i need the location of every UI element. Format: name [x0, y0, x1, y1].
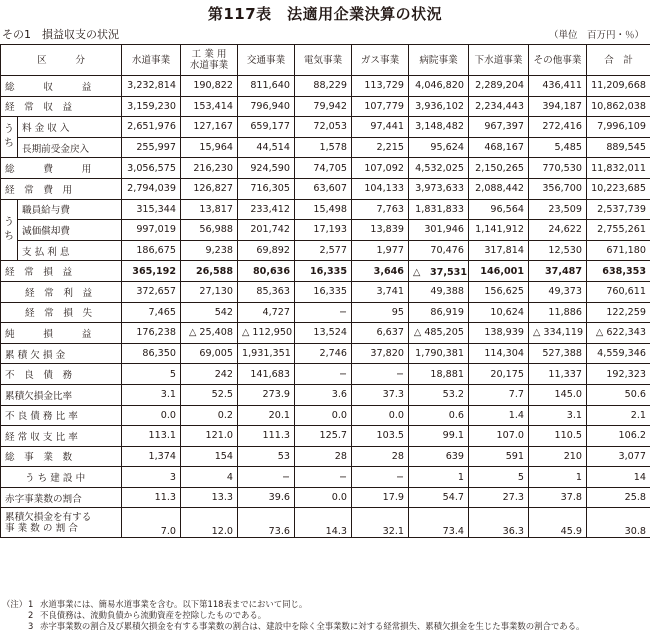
- table-cell: 141,683: [238, 364, 295, 385]
- header-other: その他事業: [529, 45, 587, 76]
- table-cell: 210: [529, 446, 587, 467]
- table-cell: 233,412: [238, 199, 295, 220]
- table-cell: 72,053: [295, 117, 352, 138]
- table-cell: 88,229: [295, 76, 352, 97]
- table-cell: 111.3: [238, 426, 295, 447]
- table-cell: 3,936,102: [409, 96, 469, 117]
- table-cell: 3,646: [352, 261, 409, 282]
- table-cell: 2,746: [295, 343, 352, 364]
- table-cell: 122,259: [587, 302, 650, 323]
- table-cell: 2,651,976: [122, 117, 181, 138]
- header-gas: ガス事業: [352, 45, 409, 76]
- header-sewer: 下水道事業: [469, 45, 529, 76]
- table-cell: 659,177: [238, 117, 295, 138]
- table-cell: 10,862,038: [587, 96, 650, 117]
- table-cell: 113.1: [122, 426, 181, 447]
- table-cell: 146,001: [469, 261, 529, 282]
- table-cell: 7.0: [122, 508, 181, 538]
- table-cell: 13,524: [295, 323, 352, 344]
- table-cell: −: [295, 364, 352, 385]
- table-row: [1, 343, 650, 364]
- row-label: 不 良 債 務: [1, 364, 122, 385]
- table-cell: 73.4: [409, 508, 469, 538]
- table-cell: 27.3: [469, 487, 529, 508]
- table-cell: 216,230: [181, 158, 238, 179]
- table-cell: 2,215: [352, 137, 409, 158]
- table-cell: 176,238: [122, 323, 181, 344]
- table-cell: 45.9: [529, 508, 587, 538]
- table-cell: 889,545: [587, 137, 650, 158]
- table-row: [1, 261, 650, 282]
- row-label: 支 払 利 息: [18, 240, 122, 261]
- table-cell: 26,588: [181, 261, 238, 282]
- table-cell: 186,675: [122, 240, 181, 261]
- table-cell: 0.0: [295, 405, 352, 426]
- table-cell: 1,578: [295, 137, 352, 158]
- table-cell: △ 25,408: [181, 323, 238, 344]
- table-cell: 107,092: [352, 158, 409, 179]
- table-cell: 2,537,739: [587, 199, 650, 220]
- table-cell: 3,056,575: [122, 158, 181, 179]
- row-label: 総 費 用: [1, 158, 122, 179]
- table-cell: 3,232,814: [122, 76, 181, 97]
- table-cell: 190,822: [181, 76, 238, 97]
- header-row: [1, 45, 650, 76]
- table-cell: 63,607: [295, 178, 352, 199]
- row-label: 累 積 欠 損 金: [1, 343, 122, 364]
- table-row: [1, 240, 650, 261]
- table-cell: 37.3: [352, 384, 409, 405]
- table-cell: 4: [181, 467, 238, 488]
- table-cell: 7,763: [352, 199, 409, 220]
- table-cell: 28: [352, 446, 409, 467]
- header-total: 合 計: [587, 45, 650, 76]
- uchi-label: う ち: [1, 199, 18, 261]
- table-cell: 1: [409, 467, 469, 488]
- table-cell: −: [352, 467, 409, 488]
- footnotes: [2, 599, 584, 633]
- table-cell: 0.0: [295, 487, 352, 508]
- table-cell: 2.1: [587, 405, 650, 426]
- unit-label: （単位 百万円・％）: [548, 30, 644, 41]
- table-cell: 3.1: [122, 384, 181, 405]
- row-label: 経 常 損 失: [1, 302, 122, 323]
- table-cell: 2,234,443: [469, 96, 529, 117]
- table-cell: 1,141,912: [469, 220, 529, 241]
- table-cell: 44,514: [238, 137, 295, 158]
- table-cell: 6,637: [352, 323, 409, 344]
- table-cell: 14.3: [295, 508, 352, 538]
- footnote-number: 1: [28, 599, 34, 609]
- table-cell: 156,625: [469, 281, 529, 302]
- table-cell: 542: [181, 302, 238, 323]
- table-cell: 1.4: [469, 405, 529, 426]
- table-cell: 154: [181, 446, 238, 467]
- table-cell: 11,337: [529, 364, 587, 385]
- table-cell: 20,175: [469, 364, 529, 385]
- table-cell: 52.5: [181, 384, 238, 405]
- table-cell: 114,304: [469, 343, 529, 364]
- row-label: 経 常 利 益: [1, 281, 122, 302]
- table-cell: 468,167: [469, 137, 529, 158]
- table-cell: 107.0: [469, 426, 529, 447]
- table-row: [1, 426, 650, 447]
- table-cell: 356,700: [529, 178, 587, 199]
- row-label: 不 良 債 務 比 率: [1, 405, 122, 426]
- table-cell: 37,820: [352, 343, 409, 364]
- table-cell: 1,977: [352, 240, 409, 261]
- table-cell: △ 334,119: [529, 323, 587, 344]
- table-cell: 86,350: [122, 343, 181, 364]
- table-cell: △ 112,950: [238, 323, 295, 344]
- table-cell: 17.9: [352, 487, 409, 508]
- table-cell: 16,335: [295, 261, 352, 282]
- table-cell: 273.9: [238, 384, 295, 405]
- table-row: [1, 76, 650, 97]
- table-cell: 145.0: [529, 384, 587, 405]
- table-cell: 0.0: [122, 405, 181, 426]
- table-cell: 436,411: [529, 76, 587, 97]
- table-cell: 0.6: [409, 405, 469, 426]
- table-cell: 0.2: [181, 405, 238, 426]
- table-cell: 14: [587, 467, 650, 488]
- row-label: 職員給与費: [18, 199, 122, 220]
- table-cell: 967,397: [469, 117, 529, 138]
- footnote-number: 3: [28, 621, 34, 632]
- table-title: 第117表 法適用企業決算の状況: [207, 5, 443, 23]
- row-label: 累積欠損金比率: [1, 384, 122, 405]
- table-cell: 39.6: [238, 487, 295, 508]
- table-cell: 4,532,025: [409, 158, 469, 179]
- table-cell: −: [352, 364, 409, 385]
- footnote-key: （注）: [2, 599, 28, 609]
- table-cell: 3,077: [587, 446, 650, 467]
- table-cell: 3,973,633: [409, 178, 469, 199]
- row-label: 経 常 収 益: [1, 96, 122, 117]
- table-cell: 121.0: [181, 426, 238, 447]
- row-label: う ち 建 設 中: [1, 467, 122, 488]
- table-cell: 10,223,685: [587, 178, 650, 199]
- row-label: 経 常 費 用: [1, 178, 122, 199]
- table-cell: 372,657: [122, 281, 181, 302]
- table-cell: 770,530: [529, 158, 587, 179]
- table-cell: 13,817: [181, 199, 238, 220]
- table-cell: 4,559,346: [587, 343, 650, 364]
- row-label: 長期前受金戻入: [18, 137, 122, 158]
- table-cell: 760,611: [587, 281, 650, 302]
- table-cell: 255,997: [122, 137, 181, 158]
- table-cell: 5,485: [529, 137, 587, 158]
- table-cell: 1: [529, 467, 587, 488]
- table-cell: 80,636: [238, 261, 295, 282]
- table-cell: 192,323: [587, 364, 650, 385]
- table-cell: 20.1: [238, 405, 295, 426]
- table-cell: 4,727: [238, 302, 295, 323]
- header-water: 水道事業: [122, 45, 181, 76]
- table-cell: 997,019: [122, 220, 181, 241]
- table-cell: 527,388: [529, 343, 587, 364]
- table-cell: 301,946: [409, 220, 469, 241]
- table-cell: 95: [352, 302, 409, 323]
- table-cell: 73.6: [238, 508, 295, 538]
- table-row: [1, 364, 650, 385]
- table-cell: 25.8: [587, 487, 650, 508]
- table-cell: 671,180: [587, 240, 650, 261]
- table-cell: 796,940: [238, 96, 295, 117]
- table-cell: 11,209,668: [587, 76, 650, 97]
- table-cell: 3,159,230: [122, 96, 181, 117]
- table-cell: 7,996,109: [587, 117, 650, 138]
- table-row: [1, 384, 650, 405]
- table-cell: −: [295, 467, 352, 488]
- table-cell: 12,530: [529, 240, 587, 261]
- table-cell: 11,832,011: [587, 158, 650, 179]
- table-cell: 13,839: [352, 220, 409, 241]
- table-cell: 201,742: [238, 220, 295, 241]
- table-cell: 639: [409, 446, 469, 467]
- table-cell: 32.1: [352, 508, 409, 538]
- table-cell: 2,289,204: [469, 76, 529, 97]
- table-cell: 317,814: [469, 240, 529, 261]
- table-row: [1, 508, 650, 538]
- table-cell: 95,624: [409, 137, 469, 158]
- footnote-text: 水道事業には、簡易水道事業を含む。以下第118表までにおいて同じ。: [40, 599, 308, 609]
- table-cell: 5: [122, 364, 181, 385]
- table-row: [1, 158, 650, 179]
- table-row: [1, 178, 650, 199]
- table-subtitle: その1 損益収支の状況: [2, 28, 119, 41]
- table-cell: 74,705: [295, 158, 352, 179]
- table-cell: 315,344: [122, 199, 181, 220]
- table-cell: 106.2: [587, 426, 650, 447]
- table-cell: 13.3: [181, 487, 238, 508]
- table-cell: 28: [295, 446, 352, 467]
- table-cell: 18,881: [409, 364, 469, 385]
- table-cell: 99.1: [409, 426, 469, 447]
- table-cell: 1,790,381: [409, 343, 469, 364]
- table-cell: 153,414: [181, 96, 238, 117]
- row-label: 料 金 収 入: [18, 117, 122, 138]
- table-cell: 5: [469, 467, 529, 488]
- table-cell: △ 37,531: [409, 261, 469, 282]
- table-cell: 16,335: [295, 281, 352, 302]
- uchi-label: う ち: [1, 117, 18, 158]
- table-cell: 1,931,351: [238, 343, 295, 364]
- table-row: [1, 220, 650, 241]
- table-cell: 53: [238, 446, 295, 467]
- table-cell: 49,373: [529, 281, 587, 302]
- table-cell: 9,238: [181, 240, 238, 261]
- table-cell: 37,487: [529, 261, 587, 282]
- settlement-table: [0, 44, 650, 538]
- table-row: [1, 281, 650, 302]
- row-label: 赤字事業数の割合: [1, 487, 122, 508]
- table-cell: 15,964: [181, 137, 238, 158]
- table-cell: 53.2: [409, 384, 469, 405]
- row-label: 減価償却費: [18, 220, 122, 241]
- row-label: 総 事 業 数: [1, 446, 122, 467]
- table-cell: 96,564: [469, 199, 529, 220]
- table-cell: 15,498: [295, 199, 352, 220]
- table-cell: 3,148,482: [409, 117, 469, 138]
- table-cell: 11,886: [529, 302, 587, 323]
- table-row: [1, 96, 650, 117]
- table-cell: 138,939: [469, 323, 529, 344]
- table-cell: 638,353: [587, 261, 650, 282]
- table-cell: 7,465: [122, 302, 181, 323]
- table-cell: 110.5: [529, 426, 587, 447]
- table-cell: 272,416: [529, 117, 587, 138]
- footnote-text: 赤字事業数の割合及び累積欠損金を有する事業数の割合は、建設中を除く全事業数に対する経常損失、累積欠損金を生じた事業数の割合である。: [40, 621, 585, 632]
- row-label: 総 収 益: [1, 76, 122, 97]
- table-cell: 591: [469, 446, 529, 467]
- table-row: [1, 323, 650, 344]
- table-cell: 30.8: [587, 508, 650, 538]
- table-row: [1, 467, 650, 488]
- table-cell: 1,831,833: [409, 199, 469, 220]
- table-cell: 10,624: [469, 302, 529, 323]
- table-cell: 50.6: [587, 384, 650, 405]
- table-row: [1, 487, 650, 508]
- table-cell: 23,509: [529, 199, 587, 220]
- header-industrial-water: [181, 45, 238, 76]
- table-cell: 242: [181, 364, 238, 385]
- table-cell: 86,919: [409, 302, 469, 323]
- table-cell: 104,133: [352, 178, 409, 199]
- table-cell: 85,363: [238, 281, 295, 302]
- table-cell: △ 622,343: [587, 323, 650, 344]
- table-cell: 0.0: [352, 405, 409, 426]
- table-cell: 79,942: [295, 96, 352, 117]
- footnote: [2, 599, 584, 610]
- header-hospital: 病院事業: [409, 45, 469, 76]
- table-cell: 69,892: [238, 240, 295, 261]
- table-cell: 2,755,261: [587, 220, 650, 241]
- table-cell: 56,988: [181, 220, 238, 241]
- table-row: [1, 302, 650, 323]
- table-cell: 3.1: [529, 405, 587, 426]
- table-cell: 394,187: [529, 96, 587, 117]
- table-cell: 4,046,820: [409, 76, 469, 97]
- row-label: 純 損 益: [1, 323, 122, 344]
- table-cell: 127,167: [181, 117, 238, 138]
- table-row: [1, 117, 650, 138]
- table-cell: 125.7: [295, 426, 352, 447]
- table-cell: 126,827: [181, 178, 238, 199]
- row-label: 経 常 収 支 比 率: [1, 426, 122, 447]
- table-cell: △ 485,205: [409, 323, 469, 344]
- table-cell: 12.0: [181, 508, 238, 538]
- table-cell: 17,193: [295, 220, 352, 241]
- table-cell: 107,779: [352, 96, 409, 117]
- header-kubun: 区 分: [1, 45, 122, 76]
- table-cell: −: [295, 302, 352, 323]
- header-electric: 電気事業: [295, 45, 352, 76]
- footnote-text: 不良債務は、流動負債から流動資産を控除したものである。: [40, 610, 267, 621]
- table-cell: 3: [122, 467, 181, 488]
- table-cell: 3,741: [352, 281, 409, 302]
- table-cell: 24,622: [529, 220, 587, 241]
- table-cell: 716,305: [238, 178, 295, 199]
- table-cell: 2,088,442: [469, 178, 529, 199]
- table-cell: 27,130: [181, 281, 238, 302]
- table-cell: 811,640: [238, 76, 295, 97]
- table-cell: 37.8: [529, 487, 587, 508]
- table-cell: 3.6: [295, 384, 352, 405]
- table-cell: 70,476: [409, 240, 469, 261]
- table-row: [1, 199, 650, 220]
- table-row: [1, 405, 650, 426]
- table-cell: −: [238, 467, 295, 488]
- footnote: [2, 621, 584, 632]
- header-industrial-water-line2: 水道事業: [189, 60, 229, 71]
- table-row: [1, 137, 650, 158]
- table-cell: 7.7: [469, 384, 529, 405]
- table-cell: 365,192: [122, 261, 181, 282]
- table-cell: 2,150,265: [469, 158, 529, 179]
- table-cell: 2,577: [295, 240, 352, 261]
- table-cell: 97,441: [352, 117, 409, 138]
- footnote: [2, 610, 584, 621]
- table-cell: 113,729: [352, 76, 409, 97]
- table-cell: 11.3: [122, 487, 181, 508]
- table-cell: 2,794,039: [122, 178, 181, 199]
- table-cell: 1,374: [122, 446, 181, 467]
- row-label: 累積欠損金を有する 事 業 数 の 割 合: [1, 508, 122, 538]
- table-cell: 54.7: [409, 487, 469, 508]
- header-transport: 交通事業: [238, 45, 295, 76]
- table-cell: 103.5: [352, 426, 409, 447]
- table-cell: 36.3: [469, 508, 529, 538]
- footnote-number: 2: [28, 610, 34, 621]
- table-row: [1, 446, 650, 467]
- table-cell: 924,590: [238, 158, 295, 179]
- row-label: 経 常 損 益: [1, 261, 122, 282]
- header-industrial-water-line1: 工 業 用: [191, 49, 227, 60]
- table-cell: 69,005: [181, 343, 238, 364]
- table-cell: 49,388: [409, 281, 469, 302]
